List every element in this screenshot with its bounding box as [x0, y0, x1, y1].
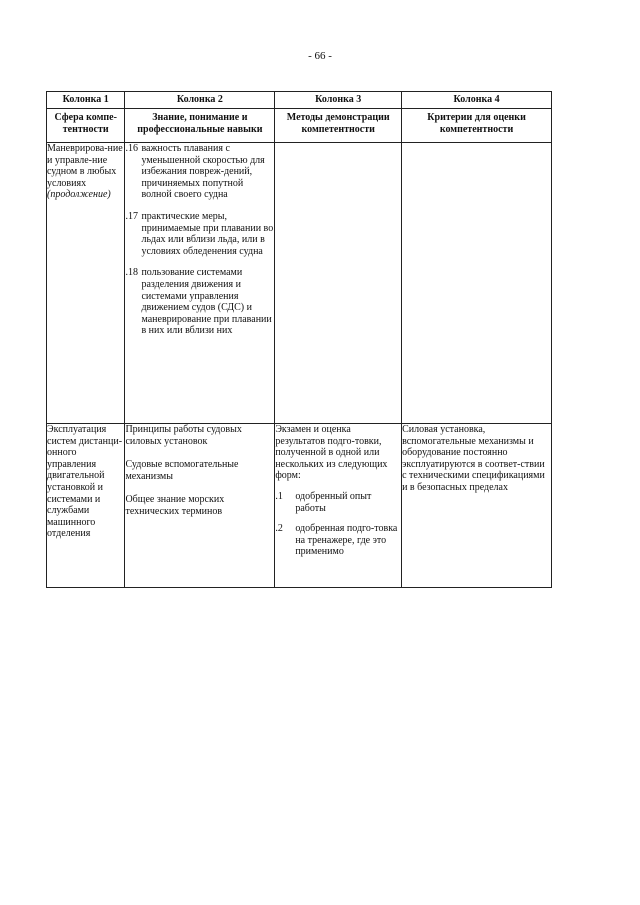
list-item	[275, 523, 401, 558]
page-number: - 66 -	[308, 50, 332, 62]
item-number: .18	[125, 267, 138, 279]
criteria-text: Силовая установка, вспомогательные механизмы и оборудование постоянно эксплуатируются в соответ-ствии с техническими спецификациями и в безопасных пределах	[402, 424, 545, 493]
column-title-row	[47, 109, 552, 143]
knowledge-paragraph: Принципы работы судовых силовых установок	[125, 424, 242, 447]
knowledge-cell	[125, 424, 275, 588]
list-item	[125, 211, 274, 257]
item-number: .2	[275, 523, 283, 535]
item-number: .17	[125, 210, 138, 222]
item-text: практические меры, принимаемые при плавании во льдах или вблизи льда, или в условиях обледенения судна	[141, 210, 274, 257]
item-number: .1	[275, 490, 283, 502]
column-header-3: Колонка 3	[275, 92, 402, 109]
methods-intro: Экзамен и оценка результатов подго-товки, полученной в одной или нескольких из следующих форм:	[275, 424, 388, 482]
methods-cell-empty	[275, 143, 402, 424]
competence-text: Эксплуатация систем дистанци-онного управления двигательной установкой и системами и службами машинного отделения	[47, 424, 123, 540]
table-row	[47, 424, 552, 588]
methods-cell	[275, 424, 402, 588]
competence-text: Маневрирова-ние и управле-ние судном в любых условиях	[47, 143, 123, 189]
item-text: одобренная подго-товка на тренажере, где это применимо	[295, 523, 398, 558]
item-number: .16	[125, 143, 138, 154]
competence-table	[46, 91, 552, 588]
column-header-4: Колонка 4	[402, 92, 552, 109]
subheader-methods: Методы демонстрации компетентности	[275, 109, 402, 143]
subheader-competence: Сфера компе-тентности	[47, 109, 125, 143]
item-text: пользование системами разделения движения и системами управления движением судов (СДС) и маневрирование при плавании в них или вблизи них	[141, 267, 272, 337]
knowledge-paragraph: Общее знание морских технических терминов	[125, 494, 225, 517]
criteria-cell-empty	[402, 143, 552, 424]
column-header-1: Колонка 1	[47, 92, 125, 109]
subheader-knowledge: Знание, понимание и профессиональные навыки	[125, 109, 275, 143]
continuation-note: (продолжение)	[47, 189, 111, 201]
list-item	[125, 143, 274, 201]
item-text: одобренный опыт работы	[295, 490, 372, 514]
column-number-row	[47, 92, 552, 109]
competence-cell	[47, 424, 125, 588]
knowledge-cell	[125, 143, 275, 424]
subheader-criteria: Критерии для оценки компетентности	[402, 109, 552, 143]
knowledge-paragraph: Судовые вспомогательные механизмы	[125, 459, 239, 482]
item-text: важность плавания с уменьшенной скоростью для избежания повреж-дений, причиняемых попутной волной своего судна	[141, 143, 265, 201]
competence-cell	[47, 143, 125, 424]
table-row	[47, 143, 552, 424]
column-header-2: Колонка 2	[125, 92, 275, 109]
list-item	[275, 491, 401, 514]
criteria-cell	[402, 424, 552, 588]
list-item	[125, 267, 274, 337]
